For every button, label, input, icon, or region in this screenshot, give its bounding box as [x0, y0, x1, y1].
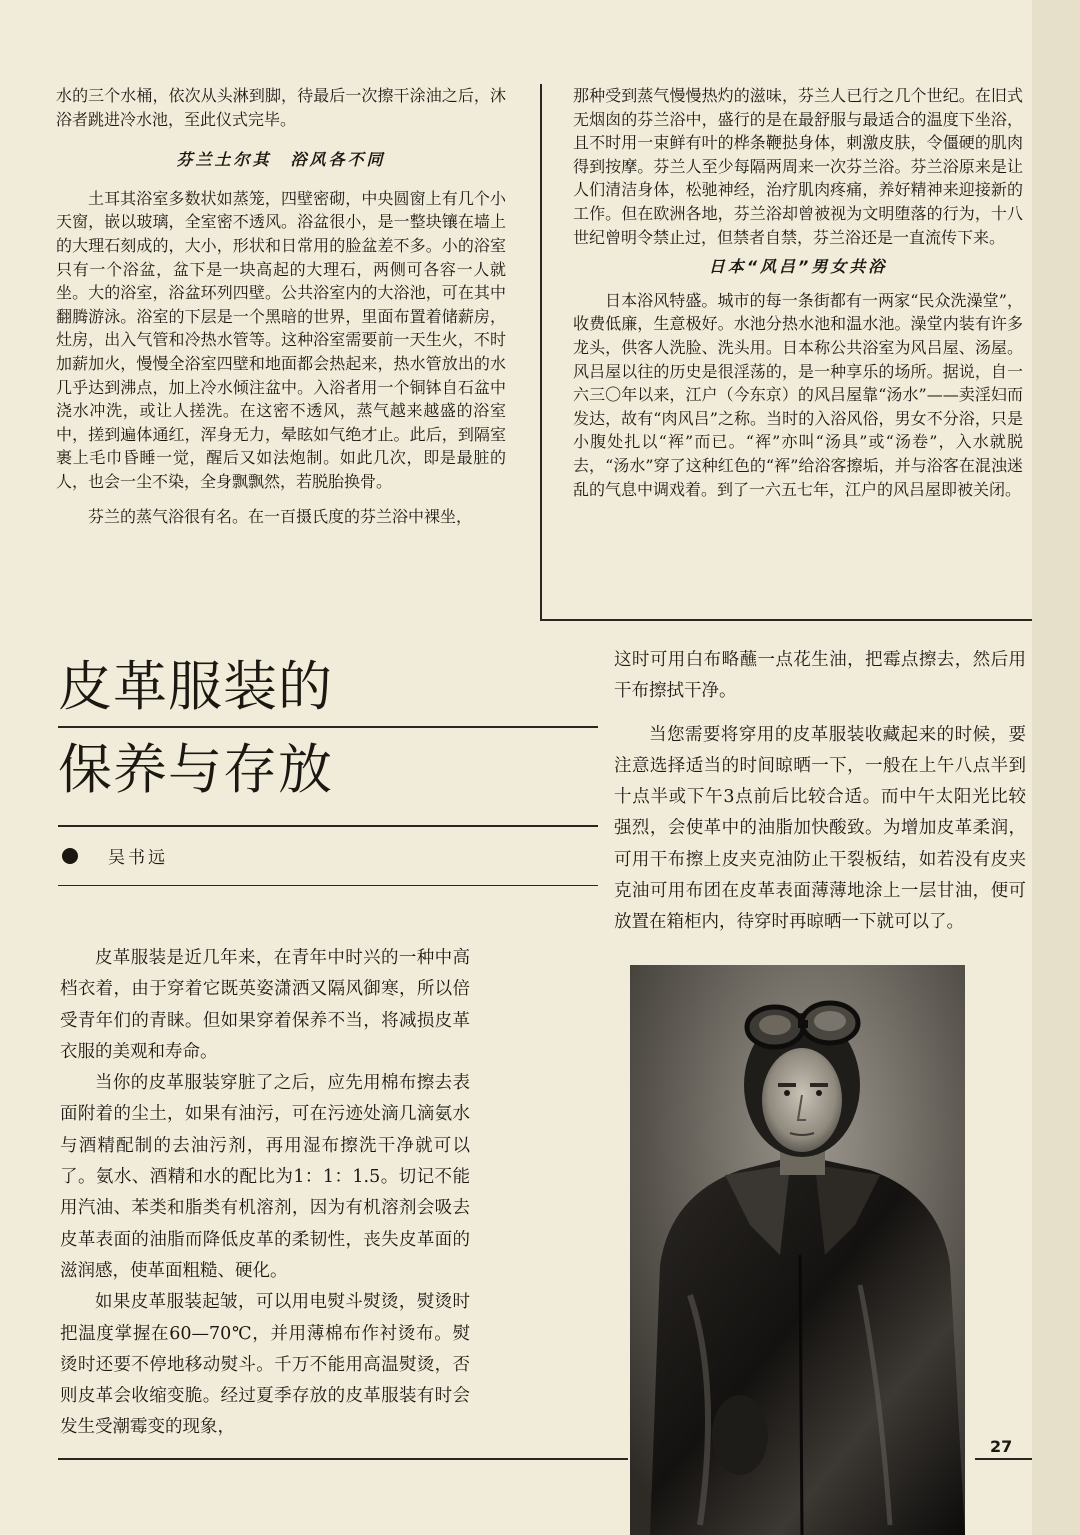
byline-rule — [58, 885, 598, 886]
article-title-line-1: 皮革服装的 — [58, 655, 333, 718]
paragraph-cleaning: 当你的皮革服装穿脏了之后，应先用棉布擦去表面附着的尘土，如果有油污，可在污迹处滴几滴氨水与酒精配制的去油污剂，再用湿布擦洗干净就可以了。氨水、酒精和水的配比为1：1：1.5。切记不能用汽油、苯类和脂类有机溶剂，因为有机溶剂会吸去皮革表面的油脂而降低皮革的柔韧性，丧失皮革面的滋润感，使革面粗糙、硬化。 — [60, 1073, 470, 1281]
bottom-rule-right — [975, 1458, 1032, 1460]
paragraph-mildew: 这时可用白布略蘸一点花生油，把霉点擦去，然后用干布擦拭干净。 — [614, 650, 1026, 702]
subheading-finland-turkey: 芬兰土尔其 浴风各不同 — [176, 150, 386, 170]
column-divider — [540, 84, 542, 621]
paragraph-storage: 当您需要将穿用的皮革服装收藏起来的时候，要注意选择适当的时间晾晒一下，一般在上午八点半到十点半或下午3点前后比较合适。而中午太阳光比较强烈，会使革中的油脂加快酸致。为增加皮革柔润，可用干布擦上皮夹克油防止干裂板结，如若没有皮夹克油可用布团在皮革表面薄薄地涂上一层甘油，便可放置在箱柜内，待穿时再晾晒一下就可以了。 — [614, 724, 1026, 933]
top-right-column — [573, 84, 1023, 501]
bullet-icon — [62, 848, 78, 864]
paragraph-finnish-intro: 芬兰的蒸气浴很有名。在一百摄氏度的芬兰浴中裸坐， — [88, 506, 473, 526]
leather-jacket-photo — [630, 965, 965, 1535]
author-name: 吴书远 — [108, 848, 168, 868]
page-number: 27 — [990, 1437, 1013, 1456]
byline — [62, 843, 168, 868]
top-section-bottom-rule — [540, 619, 1032, 621]
title-rule-1 — [58, 726, 598, 728]
article-left-column — [60, 943, 470, 1444]
article-right-column — [614, 645, 1026, 939]
bottom-rule — [58, 1458, 628, 1460]
top-left-column — [56, 84, 506, 528]
top-left-intro: 水的三个水桶，依次从头淋到脚，待最后一次擦干涂油之后，沐浴者跳进冷水池，至此仪式完毕。 — [56, 86, 506, 129]
top-right-intro: 那种受到蒸气慢慢热灼的滋味，芬兰人已行之几个世纪。在旧式无烟囱的芬兰浴中，盛行的是在最舒服与最适合的温度下坐浴，且不时用一束鲜有叶的桦条鞭挞身体，刺激皮肤，令僵硬的肌肉得到按摩。芬兰人至少每隔两周来一次芬兰浴。芬兰浴原来是让人们清洁身体，松驰神经，治疗肌肉疼痛，养好精神来迎接新的工作。但在欧洲各地，芬兰浴却曾被视为文明堕落的行为，十八世纪曾明令禁止过，但禁者自禁，芬兰浴还是一直流传下来。 — [573, 86, 1023, 247]
paragraph-japan-bath: 日本浴风特盛。城市的每一条街都有一两家“民众洗澡堂”，收费低廉，生意极好。水池分热水池和温水池。澡堂内装有许多龙头，供客人洗脸、洗头用。日本称公共浴室为风吕屋、汤屋。风吕屋以往的历史是很淫荡的，是一种享乐的场所。据说，自一六三〇年以来，江户（今东京）的风吕屋靠“汤水”——卖淫妇而发达，故有“肉风吕”之称。当时的入浴风俗，男女不分浴，只是小腹处扎以“裈”而已。“裈”亦叫“汤具”或“汤卷”，入水就脱去，“汤水”穿了这种红色的“裈”给浴客擦垢，并与浴客在混浊迷乱的气息中调戏着。到了一六五七年，江户的风吕屋即被关闭。 — [573, 290, 1023, 499]
title-rule-2 — [58, 825, 598, 827]
article-title-line-2: 保养与存放 — [58, 738, 333, 801]
right-margin-shadow — [1032, 0, 1080, 1535]
paragraph-turkish-bath: 土耳其浴室多数状如蒸笼，四壁密砌，中央圆窗上有几个小天窗，嵌以玻璃，全室密不透风。浴盆很小，是一整块镶在墙上的大理石刻成的，大小，形状和日常用的脸盆差不多。小的浴室只有一个浴盆，盆下是一块高起的大理石，两侧可各容一人就坐。大的浴室，浴盆环列四壁。公共浴室内的大浴池，可在其中翻腾游泳。浴室的下层是一个黑暗的世界，里面布置着储薪房，灶房，出入气管和冷热水管等。这种浴室需要前一天生火，不时加薪加火，慢慢全浴室四壁和地面都会热起来，热水管放出的水几乎达到沸点，加上冷水倾注盆中。入浴者用一个铜钵自石盆中浇水冲洗，或让人搓洗。在这密不透风，蒸气越来越盛的浴室中，搓到遍体通红，浑身无力，晕眩如气绝才止。此后，到隔室裹上毛巾昏睡一觉，醒后又如法炮制。如此几次，即是最脏的人，也会一尘不染，全身飘飘然，若脱胎换骨。 — [56, 188, 506, 491]
paragraph-ironing: 如果皮革服装起皱，可以用电熨斗熨烫，熨烫时把温度掌握在60—70℃，并用薄棉布作衬烫布。熨烫时还要不停地移动熨斗。千万不能用高温熨烫，否则皮革会收缩变脆。经过夏季存放的皮革服装有时会发生受潮霉变的现象， — [60, 1292, 470, 1438]
subheading-japan: 日本“风吕”男女共浴 — [708, 257, 888, 277]
paragraph-intro: 皮革服装是近几年来，在青年中时兴的一种中高档衣着，由于穿着它既英姿潇洒又隔风御寒，所以倍受青年们的青睐。但如果穿着保养不当，将减损皮革衣服的美观和寿命。 — [60, 948, 470, 1062]
